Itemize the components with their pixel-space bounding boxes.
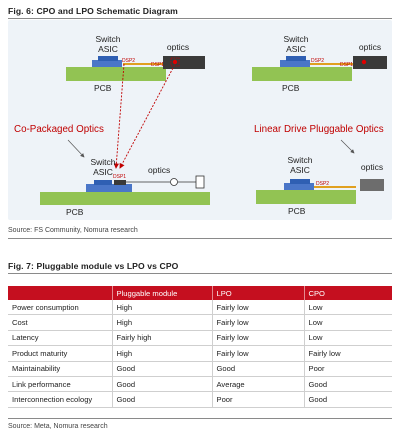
table-cell: High [112,300,212,315]
table-cell: Average [212,376,304,391]
row-label: Cost [8,315,112,330]
figure-7-bottom-rule [8,418,392,419]
dsp1-label: DSP1 [113,174,127,180]
asic-die [98,56,118,61]
table-cell: Fairly low [212,346,304,361]
asic-die [94,180,112,185]
cpo-pointer-arrow [68,140,84,157]
table-cell: Fairly low [212,315,304,330]
pcb-board [40,192,210,205]
header-cell-pluggable: Pluggable module [112,286,212,300]
row-label: Product maturity [8,346,112,361]
dsp1-label: DSP1 [340,62,354,68]
figure-7-top-rule [8,273,392,274]
table-cell: Good [112,392,212,407]
chip-label-line1: Switch [90,157,116,167]
chip-label-line1: Switch [283,34,309,44]
figure-7-source: Source: Meta, Nomura research [8,423,108,430]
table-cell: Good [212,361,304,376]
pcb-board [66,67,166,81]
table-row [8,376,392,391]
asic-die [290,179,310,184]
optics-module [163,56,205,69]
optics-label: optics [166,42,190,52]
table-cell: Poor [212,392,304,407]
row-label: Latency [8,330,112,345]
table-cell: Good [304,376,392,391]
laser-dot [173,60,177,64]
header-cell-lpo: LPO [212,286,304,300]
header-cell-cpo: CPO [304,286,392,300]
table-cell: Low [304,315,392,330]
table-row [8,315,392,330]
table-cell: Low [304,300,392,315]
row-label: Link performance [8,376,112,391]
table-row [8,300,392,315]
pcb-label: PCB [66,207,84,217]
pcb-board [252,67,352,81]
dsp2-label: DSP2 [122,58,136,64]
row-label: Power consumption [8,300,112,315]
figure-6-top-rule [8,18,392,19]
table-cell: Good [112,376,212,391]
chip-label-line2: ASIC [290,165,310,175]
table-cell: Good [304,392,392,407]
table-cell: High [112,315,212,330]
chip-label-line2: ASIC [286,44,306,54]
row-label: Maintainability [8,361,112,376]
dsp-move-arrow-1 [120,68,173,168]
table-cell: High [112,346,212,361]
laser-dot [362,60,366,64]
asic-substrate [284,183,314,190]
asic-substrate [280,60,310,67]
figure-6-title: Fig. 6: CPO and LPO Schematic Diagram [8,6,178,16]
schematic-diagram [8,20,392,220]
pcb-label: PCB [288,206,306,216]
figure-7-title: Fig. 7: Pluggable module vs LPO vs CPO [8,261,179,271]
pcb-board [256,190,356,204]
table-cell: Low [304,330,392,345]
lpo-schematic [256,155,384,216]
figure-6-source: Source: FS Community, Nomura research [8,227,138,234]
lpo-pointer-arrow [341,140,354,153]
chip-label-line1: Switch [287,155,313,165]
table-cell: Fairly high [112,330,212,345]
row-label: Interconnection ecology [8,392,112,407]
table-cell: Fairly low [304,346,392,361]
dsp2-label: DSP2 [316,181,330,187]
table-row [8,330,392,345]
asic-substrate [92,60,122,67]
cpo-schematic [40,157,210,217]
optics-label: optics [360,162,384,172]
schematic-svg [8,20,392,220]
chip-label-line2: ASIC [98,44,118,54]
table-row [8,361,392,376]
comparison-table [8,286,392,408]
figure-6-bottom-rule [8,238,392,239]
table-cell: Good [112,361,212,376]
pluggable-schematic-left [66,34,205,93]
table-header-row [8,286,392,300]
chip-label-line1: Switch [95,34,121,44]
dsp2-label: DSP2 [311,58,325,64]
asic-substrate [86,184,132,192]
table-cell: Fairly low [212,300,304,315]
lpo-category-label: Linear Drive Pluggable Optics [254,124,384,135]
cpo-category-label: Co-Packaged Optics [14,124,104,135]
faceplate-port [196,176,204,188]
optical-engine [114,180,126,185]
table-cell: Fairly low [212,330,304,345]
table-cell: Poor [304,361,392,376]
pcb-label: PCB [282,83,300,93]
optics-module [353,56,387,69]
table-row [8,392,392,407]
fiber-connector [171,179,178,186]
linear-optics-module [360,179,384,191]
header-cell-empty [8,286,112,300]
asic-die [286,56,306,61]
chip-label-line2: ASIC [93,167,113,177]
pluggable-schematic-right [252,34,387,93]
dsp1-label: DSP1 [151,62,165,68]
optics-label: optics [148,165,171,175]
pcb-label: PCB [94,83,112,93]
table-row [8,346,392,361]
optics-label: optics [358,42,382,52]
